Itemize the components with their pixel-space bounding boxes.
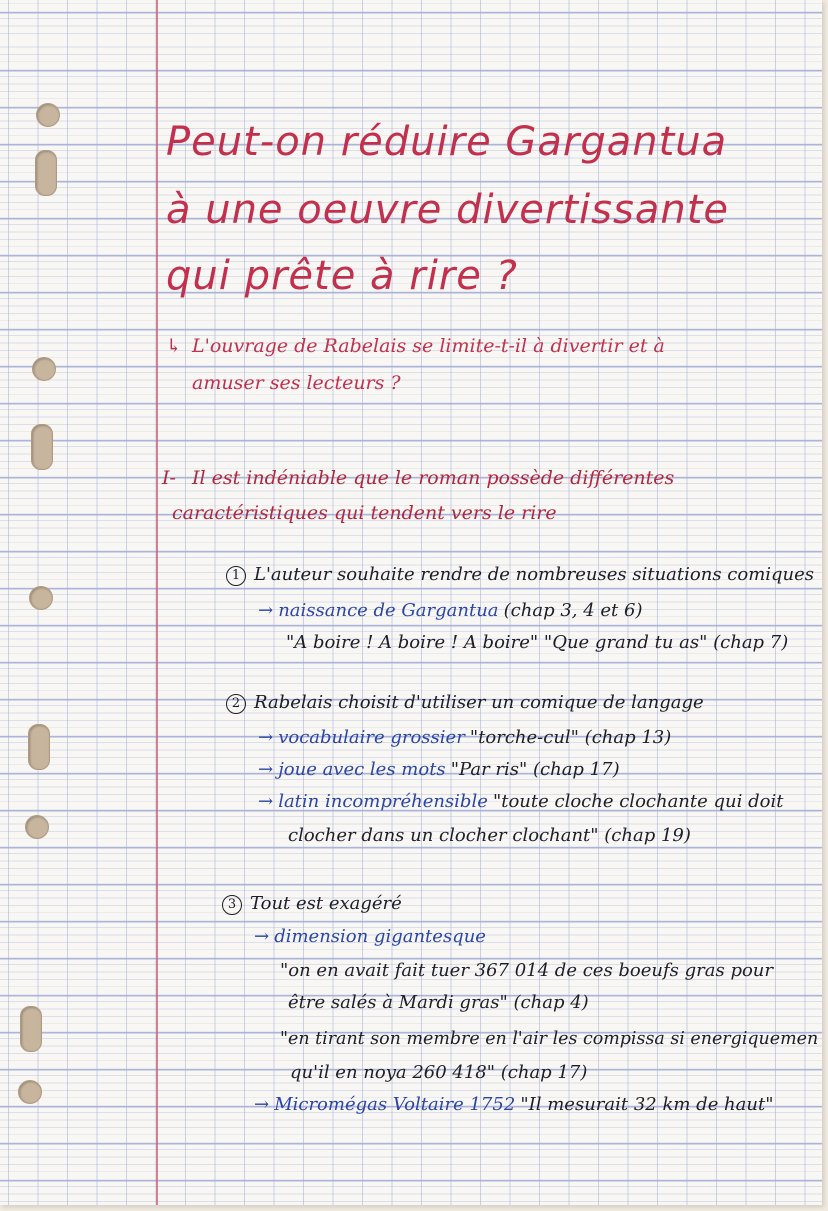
punch-hole xyxy=(25,815,49,839)
subquestion-line-2: amuser ses lecteurs ? xyxy=(192,372,401,394)
punch-hole xyxy=(28,724,50,770)
quote-line: qu'il en noya 260 418" (chap 17) xyxy=(290,1062,588,1083)
list-item xyxy=(254,928,486,946)
quote-line: être salés à Mardi gras" (chap 4) xyxy=(288,992,589,1013)
item-detail: (chap 3, 4 et 6) xyxy=(503,600,643,621)
section-number: 3 xyxy=(222,895,242,915)
subquestion-arrow-icon: ↳ xyxy=(166,335,182,357)
item-label: Micromégas Voltaire 1752 xyxy=(274,1094,516,1115)
subquestion-line-1: L'ouvrage de Rabelais se limite-t-il à divertir et à xyxy=(192,335,665,357)
title-line-3: qui prête à rire ? xyxy=(166,253,518,299)
punch-hole xyxy=(29,586,53,610)
list-item xyxy=(258,602,642,620)
section-heading-text: Rabelais choisit d'utiliser un comique de langage xyxy=(254,692,704,713)
quote-line: "en tirant son membre en l'air les compissa si energiquemen xyxy=(280,1028,819,1049)
arrow-icon: → xyxy=(258,791,274,812)
list-item xyxy=(254,1096,774,1114)
section-heading-text: L'auteur souhaite rendre de nombreuses situations comiques xyxy=(254,564,815,585)
item-detail: "torche-cul" (chap 13) xyxy=(469,727,672,748)
arrow-icon: → xyxy=(258,600,274,621)
quote-line: "on en avait fait tuer 367 014 de ces boeufs gras pour xyxy=(280,960,773,981)
item-label: naissance de Gargantua xyxy=(278,600,499,621)
title-line-1: Peut-on réduire Gargantua xyxy=(166,119,728,165)
item-label: vocabulaire grossier xyxy=(278,727,465,748)
punch-hole xyxy=(35,150,57,196)
punch-hole xyxy=(31,424,53,470)
item-detail: "toute cloche clochante qui doit xyxy=(492,791,784,812)
arrow-icon: → xyxy=(254,926,270,947)
list-item xyxy=(258,793,783,811)
quote-line: clocher dans un clocher clochant" (chap 19) xyxy=(288,825,691,846)
section-heading xyxy=(222,895,402,915)
item-detail: "Par ris" (chap 17) xyxy=(450,759,620,780)
section-heading-text: Tout est exagéré xyxy=(250,893,402,914)
part-numeral: I- xyxy=(162,467,176,489)
part-heading-line-2: caractéristiques qui tendent vers le rire xyxy=(172,502,557,524)
punch-hole xyxy=(18,1080,42,1104)
item-detail: "Il mesurait 32 km de haut" xyxy=(520,1094,774,1115)
arrow-icon: → xyxy=(258,727,274,748)
section-heading xyxy=(226,566,814,586)
margin-line xyxy=(156,0,158,1205)
list-item xyxy=(258,761,620,779)
punch-hole xyxy=(20,1006,42,1052)
section-number: 2 xyxy=(226,694,246,714)
item-label: dimension gigantesque xyxy=(274,926,486,947)
quote-line: "A boire ! A boire ! A boire" "Que grand tu as" (chap 7) xyxy=(286,632,789,653)
arrow-icon: → xyxy=(258,759,274,780)
arrow-icon: → xyxy=(254,1094,270,1115)
item-label: latin incompréhensible xyxy=(278,791,488,812)
section-heading xyxy=(226,694,704,714)
list-item xyxy=(258,729,671,747)
part-heading-line-1: Il est indéniable que le roman possède différentes xyxy=(192,467,675,489)
title-line-2: à une oeuvre divertissante xyxy=(166,187,729,233)
punch-hole xyxy=(32,357,56,381)
item-label: joue avec les mots xyxy=(278,759,446,780)
punch-hole xyxy=(36,103,60,127)
section-number: 1 xyxy=(226,566,246,586)
